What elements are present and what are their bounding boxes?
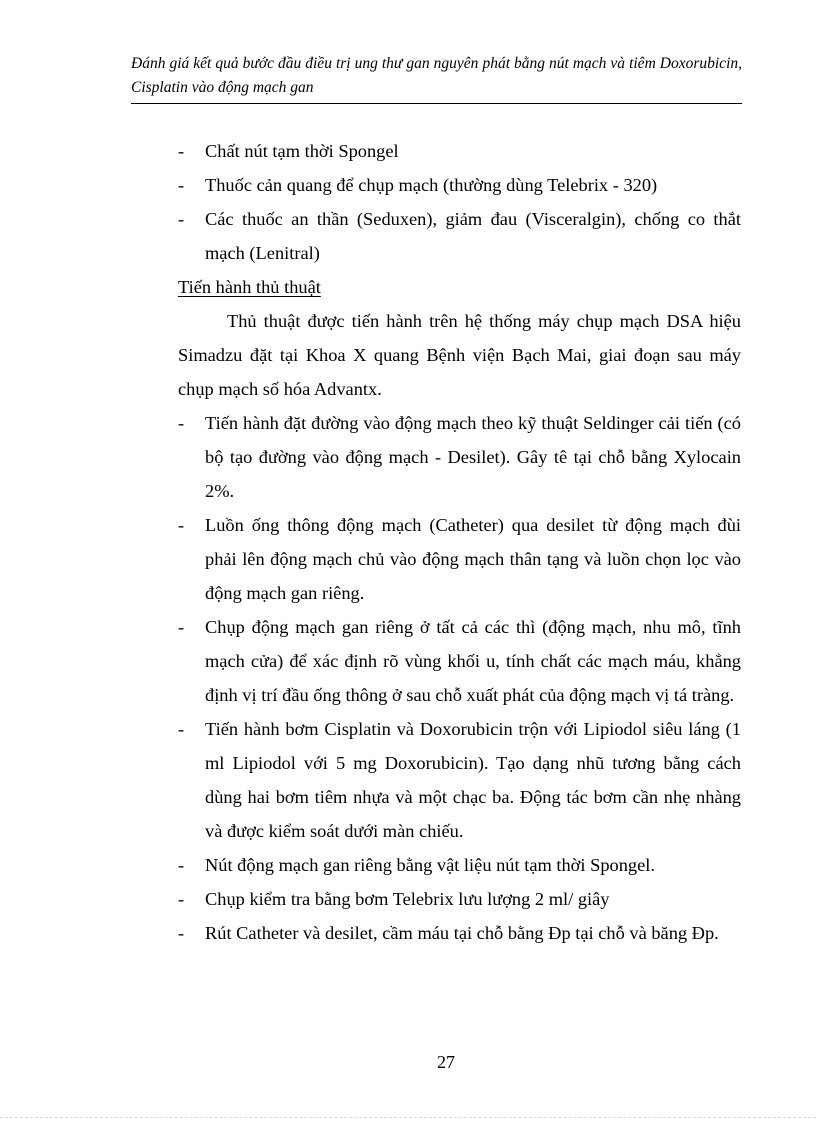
page-bottom-border — [0, 1117, 816, 1118]
list-item-text: Tiến hành bơm Cisplatin và Doxorubicin trộn với Lipiodol siêu láng (1 ml Lipiodol với 5 mg Doxorubicin). Tạo dạng nhũ tương bằng cách dùng hai bơm tiêm nhựa và một chạc ba. Động tác bơm cần nhẹ nhàng và được kiểm soát dưới màn chiếu. — [205, 719, 741, 841]
list-item-text: Luồn ống thông động mạch (Catheter) qua desilet từ động mạch đùi phải lên động mạch chủ vào động mạch thân tạng và luồn chọn lọc vào động mạch gan riêng. — [205, 515, 741, 603]
bullet-dash: - — [178, 413, 185, 433]
body-content — [178, 134, 741, 950]
list-item-text: Chụp động mạch gan riêng ở tất cả các thì (động mạch, nhu mô, tĩnh mạch cửa) để xác định rõ vùng khối u, tính chất các mạch máu, khẳng định vị trí đầu ống thông ở sau chỗ xuất phát của động mạch vị tá tràng. — [205, 617, 741, 705]
bullet-dash: - — [178, 889, 185, 909]
bullet-dash: - — [178, 617, 185, 637]
list-item — [178, 712, 741, 848]
page-number: 27 — [437, 1052, 455, 1072]
bullet-dash: - — [178, 175, 185, 195]
list-item-text: Các thuốc an thần (Seduxen), giảm đau (Visceralgin), chống co thắt mạch (Lenitral) — [205, 209, 741, 263]
list-item-text: Chất nút tạm thời Spongel — [205, 141, 399, 161]
bullet-dash: - — [178, 515, 185, 535]
list-item — [178, 610, 741, 712]
header-divider — [131, 103, 742, 104]
list-item-text: Nút động mạch gan riêng bằng vật liệu nút tạm thời Spongel. — [205, 855, 655, 875]
bullet-dash: - — [178, 923, 185, 943]
list-item — [178, 916, 741, 950]
list-item-text: Chụp kiểm tra bằng bơm Telebrix lưu lượng 2 ml/ giây — [205, 889, 610, 909]
intro-paragraph: Thủ thuật được tiến hành trên hệ thống máy chụp mạch DSA hiệu Simadzu đặt tại Khoa X quang Bệnh viện Bạch Mai, giai đoạn sau máy chụp mạch số hóa Advantx. — [178, 311, 741, 399]
list-item — [178, 134, 741, 168]
bullet-dash: - — [178, 719, 185, 739]
bullet-dash: - — [178, 855, 185, 875]
list-item-text: Rút Catheter và desilet, cầm máu tại chỗ bằng Đp tại chỗ và băng Đp. — [205, 923, 719, 943]
bullet-dash: - — [178, 141, 185, 161]
materials-list — [178, 134, 741, 270]
section-heading: Tiến hành thủ thuật — [178, 277, 321, 297]
list-item-text: Thuốc cản quang để chụp mạch (thường dùng Telebrix - 320) — [205, 175, 658, 195]
list-item — [178, 202, 741, 270]
list-item — [178, 848, 741, 882]
list-item-text: Tiến hành đặt đường vào động mạch theo kỹ thuật Seldinger cải tiến (có bộ tạo đường vào động mạch - Desilet). Gây tê tại chỗ bằng Xylocain 2%. — [205, 413, 741, 501]
list-item — [178, 508, 741, 610]
procedure-steps — [178, 406, 741, 950]
list-item — [178, 168, 741, 202]
bullet-dash: - — [178, 209, 185, 229]
running-header: Đánh giá kết quả bước đầu điều trị ung thư gan nguyên phát bằng nút mạch và tiêm Doxorubicin, Cisplatin vào động mạch gan — [131, 55, 742, 96]
list-item — [178, 882, 741, 916]
list-item — [178, 406, 741, 508]
